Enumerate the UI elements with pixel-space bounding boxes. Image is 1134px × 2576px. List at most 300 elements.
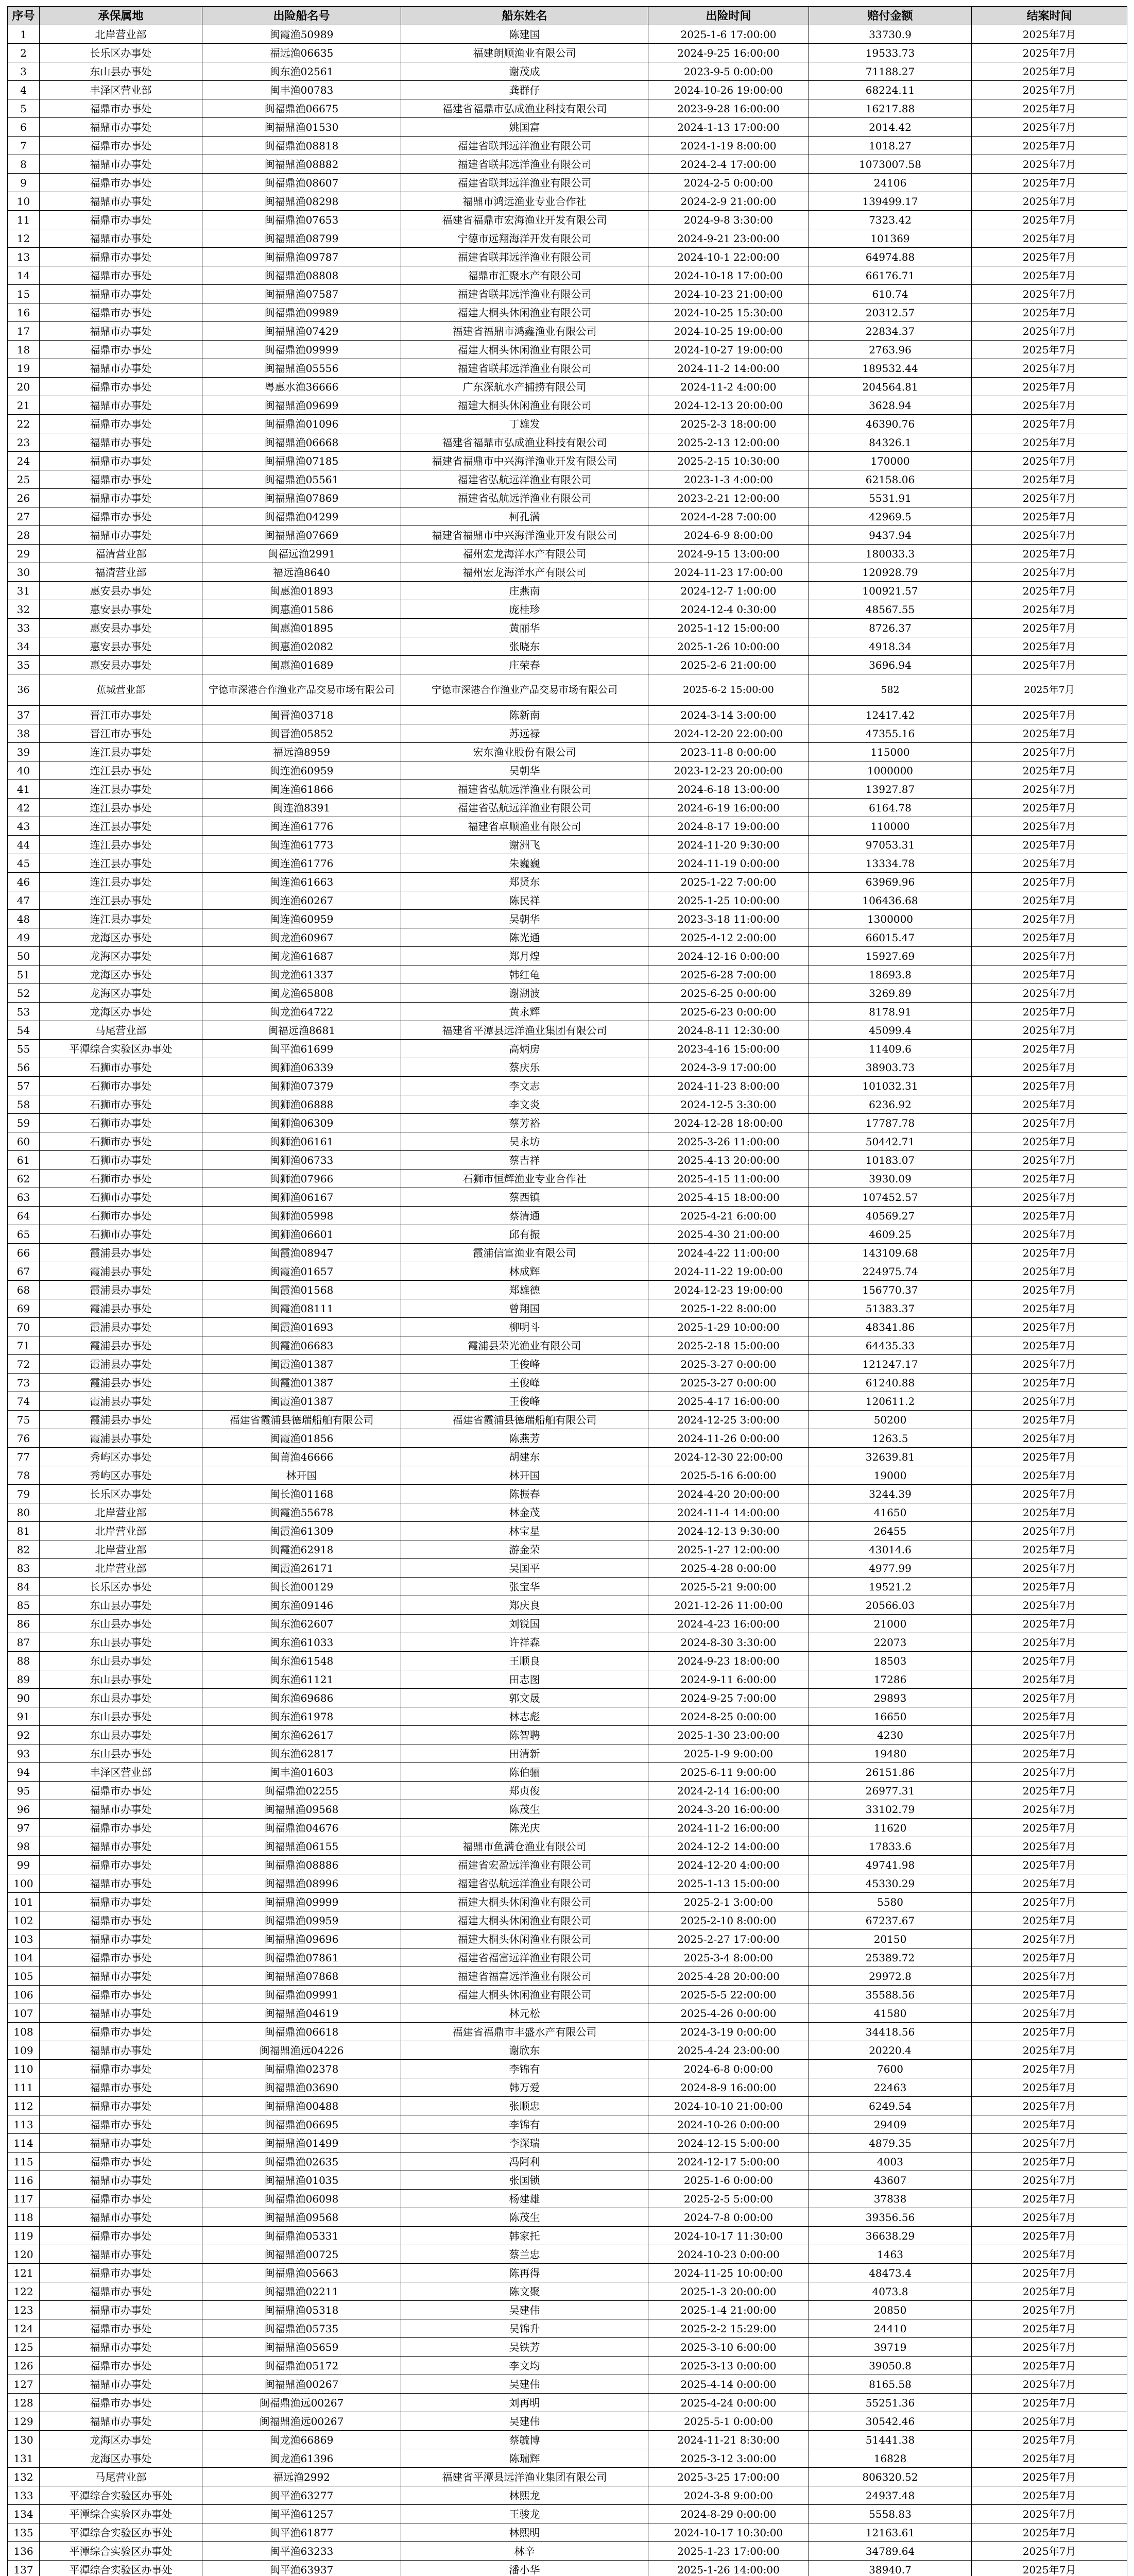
cell-region: 平潭综合实验区办事处: [40, 1040, 202, 1058]
cell-payout: 66015.47: [809, 928, 972, 947]
table-row: [8, 1040, 1127, 1058]
cell-close-date: 2025年7月: [972, 1911, 1127, 1930]
cell-index: 32: [8, 600, 40, 619]
cell-owner: 石狮市恒辉渔业专业合作社: [401, 1170, 648, 1188]
cell-owner: 刘锐国: [401, 1615, 648, 1633]
cell-vessel: 闽狮渔06733: [202, 1151, 401, 1170]
cell-payout: 64435.33: [809, 1336, 972, 1355]
cell-owner: 蔡清通: [401, 1207, 648, 1225]
cell-index: 39: [8, 743, 40, 761]
cell-payout: 19480: [809, 1744, 972, 1763]
cell-payout: 20312.57: [809, 303, 972, 322]
cell-region: 福鼎市办事处: [40, 1782, 202, 1800]
table-row: [8, 211, 1127, 229]
cell-owner: 福建省福鼎市宏海渔业开发有限公司: [401, 211, 648, 229]
cell-index: 43: [8, 817, 40, 836]
table-row: [8, 1726, 1127, 1744]
cell-payout: 22463: [809, 2078, 972, 2097]
cell-payout: 43014.6: [809, 1540, 972, 1559]
cell-owner: 福建省福鼎市丰盛水产有限公司: [401, 2023, 648, 2041]
cell-incident-time: 2025-4-26 0:00:00: [648, 2004, 809, 2023]
cell-index: 94: [8, 1763, 40, 1782]
cell-close-date: 2025年7月: [972, 2227, 1127, 2245]
cell-region: 福鼎市办事处: [40, 507, 202, 526]
cell-owner: 福建省联邦远洋渔业有限公司: [401, 174, 648, 192]
table-row: [8, 761, 1127, 780]
cell-close-date: 2025年7月: [972, 1986, 1127, 2004]
table-row: [8, 2561, 1127, 2576]
cell-index: 83: [8, 1559, 40, 1578]
cell-vessel: 闽福鼎渔07185: [202, 452, 401, 470]
table-row: [8, 452, 1127, 470]
cell-vessel: 闽狮渔07966: [202, 1170, 401, 1188]
cell-close-date: 2025年7月: [972, 470, 1127, 489]
cell-incident-time: 2024-12-7 1:00:00: [648, 582, 809, 600]
cell-payout: 62158.06: [809, 470, 972, 489]
cell-region: 长乐区办事处: [40, 1578, 202, 1596]
cell-owner: 福建大桐头休闲渔业有限公司: [401, 396, 648, 415]
cell-incident-time: 2024-10-27 19:00:00: [648, 341, 809, 359]
table-row: [8, 910, 1127, 928]
cell-payout: 22073: [809, 1633, 972, 1652]
cell-region: 霞浦县办事处: [40, 1299, 202, 1318]
cell-owner: 韩万爱: [401, 2078, 648, 2097]
cell-close-date: 2025年7月: [972, 2245, 1127, 2264]
table-row: [8, 2338, 1127, 2357]
cell-incident-time: 2024-11-2 4:00:00: [648, 378, 809, 396]
cell-vessel: 闽东渔61121: [202, 1670, 401, 1689]
cell-close-date: 2025年7月: [972, 2523, 1127, 2542]
cell-incident-time: 2024-12-16 0:00:00: [648, 947, 809, 965]
table-row: [8, 600, 1127, 619]
cell-payout: 17833.6: [809, 1837, 972, 1856]
table-row: [8, 1095, 1127, 1114]
cell-payout: 16217.88: [809, 99, 972, 118]
cell-payout: 806320.52: [809, 2468, 972, 2486]
cell-vessel: 闽福鼎渔06695: [202, 2115, 401, 2134]
cell-payout: 34418.56: [809, 2023, 972, 2041]
cell-owner: 张晓东: [401, 637, 648, 656]
cell-index: 119: [8, 2227, 40, 2245]
cell-index: 61: [8, 1151, 40, 1170]
cell-owner: 高炳房: [401, 1040, 648, 1058]
cell-region: 福鼎市办事处: [40, 1893, 202, 1911]
cell-incident-time: 2023-3-18 11:00:00: [648, 910, 809, 928]
cell-incident-time: 2024-11-4 14:00:00: [648, 1503, 809, 1522]
cell-close-date: 2025年7月: [972, 1837, 1127, 1856]
cell-incident-time: 2025-3-12 3:00:00: [648, 2449, 809, 2468]
cell-incident-time: 2024-11-23 8:00:00: [648, 1077, 809, 1095]
cell-vessel: 闽连渔60959: [202, 910, 401, 928]
table-row: [8, 674, 1127, 706]
cell-owner: 王俊峰: [401, 1355, 648, 1374]
cell-payout: 100921.57: [809, 582, 972, 600]
cell-vessel: 闽连渔61776: [202, 854, 401, 873]
cell-payout: 12163.61: [809, 2523, 972, 2542]
cell-payout: 22834.37: [809, 322, 972, 341]
cell-region: 福鼎市办事处: [40, 2153, 202, 2171]
cell-vessel: 闽霞渔50989: [202, 25, 401, 44]
cell-close-date: 2025年7月: [972, 1763, 1127, 1782]
cell-region: 长乐区办事处: [40, 44, 202, 62]
cell-vessel: 闽霞渔06683: [202, 1336, 401, 1355]
cell-payout: 55251.36: [809, 2394, 972, 2412]
cell-close-date: 2025年7月: [972, 1689, 1127, 1707]
cell-owner: 林金茂: [401, 1503, 648, 1522]
cell-incident-time: 2024-10-10 21:00:00: [648, 2097, 809, 2115]
cell-incident-time: 2025-3-4 8:00:00: [648, 1948, 809, 1967]
cell-owner: 曾翔国: [401, 1299, 648, 1318]
table-row: [8, 582, 1127, 600]
cell-owner: 王顺良: [401, 1652, 648, 1670]
table-row: [8, 1837, 1127, 1856]
table-row: [8, 1856, 1127, 1874]
cell-owner: 林开国: [401, 1466, 648, 1485]
cell-close-date: 2025年7月: [972, 2023, 1127, 2041]
cell-vessel: 闽龙渔65808: [202, 984, 401, 1003]
cell-incident-time: 2024-12-2 14:00:00: [648, 1837, 809, 1856]
cell-close-date: 2025年7月: [972, 2412, 1127, 2431]
table-row: [8, 174, 1127, 192]
cell-payout: 4977.99: [809, 1559, 972, 1578]
cell-vessel: 闽平渔63937: [202, 2561, 401, 2576]
cell-incident-time: 2025-6-2 15:00:00: [648, 674, 809, 706]
table-row: [8, 378, 1127, 396]
cell-region: 福鼎市办事处: [40, 2004, 202, 2023]
table-row: [8, 1077, 1127, 1095]
cell-region: 福鼎市办事处: [40, 470, 202, 489]
cell-vessel: 闽东渔02561: [202, 62, 401, 81]
cell-incident-time: 2024-8-17 19:00:00: [648, 817, 809, 836]
cell-incident-time: 2025-1-25 10:00:00: [648, 891, 809, 910]
cell-index: 80: [8, 1503, 40, 1522]
cell-payout: 20220.4: [809, 2041, 972, 2060]
cell-owner: 福建省福鼎市中兴海洋渔业开发有限公司: [401, 526, 648, 545]
cell-owner: 谢欣东: [401, 2041, 648, 2060]
cell-vessel: 闽惠渔01893: [202, 582, 401, 600]
cell-incident-time: 2025-2-10 8:00:00: [648, 1911, 809, 1930]
cell-vessel: 闽莆渔46666: [202, 1448, 401, 1466]
cell-incident-time: 2024-12-28 18:00:00: [648, 1114, 809, 1132]
cell-region: 石狮市办事处: [40, 1151, 202, 1170]
cell-vessel: 闽福鼎渔08818: [202, 137, 401, 155]
cell-region: 福鼎市办事处: [40, 1986, 202, 2004]
cell-owner: 游金荣: [401, 1540, 648, 1559]
cell-payout: 12417.42: [809, 706, 972, 724]
cell-index: 84: [8, 1578, 40, 1596]
table-row: [8, 780, 1127, 799]
table-row: [8, 1244, 1127, 1262]
cell-payout: 610.74: [809, 285, 972, 303]
cell-region: 福清营业部: [40, 563, 202, 582]
cell-owner: 陈振春: [401, 1485, 648, 1503]
cell-index: 68: [8, 1281, 40, 1299]
cell-payout: 143109.68: [809, 1244, 972, 1262]
cell-vessel: 福远渔8959: [202, 743, 401, 761]
cell-region: 福鼎市办事处: [40, 1800, 202, 1819]
cell-region: 北岸营业部: [40, 1522, 202, 1540]
cell-index: 97: [8, 1819, 40, 1837]
cell-index: 28: [8, 526, 40, 545]
cell-close-date: 2025年7月: [972, 1262, 1127, 1281]
cell-incident-time: 2025-6-28 7:00:00: [648, 965, 809, 984]
cell-region: 福鼎市办事处: [40, 266, 202, 285]
cell-region: 福鼎市办事处: [40, 2023, 202, 2041]
table-body: [8, 25, 1127, 2576]
cell-index: 46: [8, 873, 40, 891]
cell-region: 连江县办事处: [40, 854, 202, 873]
cell-incident-time: 2025-1-12 15:00:00: [648, 619, 809, 637]
cell-owner: 刘再明: [401, 2394, 648, 2412]
cell-index: 96: [8, 1800, 40, 1819]
cell-owner: 福建省联邦远洋渔业有限公司: [401, 285, 648, 303]
cell-vessel: 闽狮渔06601: [202, 1225, 401, 1244]
cell-index: 20: [8, 378, 40, 396]
cell-close-date: 2025年7月: [972, 2468, 1127, 2486]
cell-index: 69: [8, 1299, 40, 1318]
header-payout: 赔付金额: [809, 7, 972, 25]
cell-incident-time: 2025-3-25 17:00:00: [648, 2468, 809, 2486]
cell-index: 49: [8, 928, 40, 947]
cell-incident-time: 2025-1-13 15:00:00: [648, 1874, 809, 1893]
cell-payout: 6249.54: [809, 2097, 972, 2115]
table-row: [8, 2357, 1127, 2375]
cell-owner: 陈燕芳: [401, 1429, 648, 1448]
cell-payout: 4003: [809, 2153, 972, 2171]
table-row: [8, 266, 1127, 285]
cell-vessel: 闽霞渔62918: [202, 1540, 401, 1559]
cell-index: 3: [8, 62, 40, 81]
cell-payout: 41650: [809, 1503, 972, 1522]
cell-close-date: 2025年7月: [972, 1392, 1127, 1411]
cell-payout: 51383.37: [809, 1299, 972, 1318]
cell-vessel: 闽福鼎渔07869: [202, 489, 401, 507]
cell-region: 福鼎市办事处: [40, 2375, 202, 2394]
cell-close-date: 2025年7月: [972, 2505, 1127, 2523]
cell-index: 86: [8, 1615, 40, 1633]
cell-close-date: 2025年7月: [972, 1485, 1127, 1503]
cell-vessel: 闽福鼎渔07429: [202, 322, 401, 341]
cell-close-date: 2025年7月: [972, 1596, 1127, 1615]
cell-vessel: 闽丰渔01603: [202, 1763, 401, 1782]
cell-vessel: 闽福鼎渔08607: [202, 174, 401, 192]
cell-owner: 福建省宏盈远洋渔业有限公司: [401, 1856, 648, 1874]
cell-incident-time: 2025-4-14 0:00:00: [648, 2375, 809, 2394]
cell-payout: 7323.42: [809, 211, 972, 229]
cell-payout: 120928.79: [809, 563, 972, 582]
cell-region: 蕉城营业部: [40, 674, 202, 706]
table-row: [8, 81, 1127, 99]
cell-payout: 63969.96: [809, 873, 972, 891]
cell-payout: 170000: [809, 452, 972, 470]
cell-payout: 45330.29: [809, 1874, 972, 1893]
cell-owner: 福鼎市鸿远渔业专业合作社: [401, 192, 648, 211]
cell-index: 100: [8, 1874, 40, 1893]
cell-vessel: 闽福鼎渔07653: [202, 211, 401, 229]
cell-owner: 姚国富: [401, 118, 648, 137]
cell-owner: 陈再得: [401, 2264, 648, 2282]
cell-index: 112: [8, 2097, 40, 2115]
cell-owner: 张顺忠: [401, 2097, 648, 2115]
table-row: [8, 743, 1127, 761]
cell-region: 秀屿区办事处: [40, 1448, 202, 1466]
table-row: [8, 1559, 1127, 1578]
cell-owner: 陈伯骊: [401, 1763, 648, 1782]
cell-index: 16: [8, 303, 40, 322]
cell-region: 北岸营业部: [40, 1559, 202, 1578]
cell-index: 103: [8, 1930, 40, 1948]
table-row: [8, 1429, 1127, 1448]
cell-owner: 吴建伟: [401, 2375, 648, 2394]
cell-payout: 101369: [809, 229, 972, 248]
cell-close-date: 2025年7月: [972, 211, 1127, 229]
cell-vessel: 闽福鼎渔07861: [202, 1948, 401, 1967]
cell-close-date: 2025年7月: [972, 1318, 1127, 1336]
cell-close-date: 2025年7月: [972, 2041, 1127, 2060]
cell-owner: 福建大桐头休闲渔业有限公司: [401, 341, 648, 359]
cell-vessel: 闽东渔62617: [202, 1726, 401, 1744]
cell-incident-time: 2024-3-8 9:00:00: [648, 2486, 809, 2505]
table-row: [8, 1652, 1127, 1670]
table-row: [8, 2486, 1127, 2505]
cell-index: 15: [8, 285, 40, 303]
cell-payout: 18693.8: [809, 965, 972, 984]
cell-payout: 35588.56: [809, 1986, 972, 2004]
cell-index: 34: [8, 637, 40, 656]
cell-region: 福鼎市办事处: [40, 211, 202, 229]
cell-region: 东山县办事处: [40, 62, 202, 81]
cell-close-date: 2025年7月: [972, 1448, 1127, 1466]
cell-close-date: 2025年7月: [972, 656, 1127, 674]
table-row: [8, 1670, 1127, 1689]
cell-close-date: 2025年7月: [972, 854, 1127, 873]
table-row: [8, 1188, 1127, 1207]
cell-region: 福鼎市办事处: [40, 2171, 202, 2190]
cell-payout: 582: [809, 674, 972, 706]
cell-vessel: 闽福鼎渔远00267: [202, 2394, 401, 2412]
cell-payout: 8165.58: [809, 2375, 972, 2394]
cell-payout: 139499.17: [809, 192, 972, 211]
cell-owner: 李锦有: [401, 2060, 648, 2078]
cell-payout: 156770.37: [809, 1281, 972, 1299]
cell-payout: 66176.71: [809, 266, 972, 285]
cell-index: 116: [8, 2171, 40, 2190]
cell-region: 马尾营业部: [40, 1021, 202, 1040]
cell-region: 福鼎市办事处: [40, 2208, 202, 2227]
cell-owner: 福建省联邦远洋渔业有限公司: [401, 359, 648, 378]
cell-vessel: 福远渔2992: [202, 2468, 401, 2486]
cell-owner: 许祥森: [401, 1633, 648, 1652]
cell-vessel: 闽福鼎渔09991: [202, 1986, 401, 2004]
table-row: [8, 1485, 1127, 1503]
cell-owner: 福建大桐头休闲渔业有限公司: [401, 303, 648, 322]
cell-vessel: 闽福鼎渔01096: [202, 415, 401, 433]
cell-owner: 苏远禄: [401, 724, 648, 743]
cell-vessel: 闽狮渔05998: [202, 1207, 401, 1225]
cell-close-date: 2025年7月: [972, 2282, 1127, 2301]
cell-incident-time: 2025-1-22 7:00:00: [648, 873, 809, 891]
cell-close-date: 2025年7月: [972, 1893, 1127, 1911]
cell-owner: 潘小华: [401, 2561, 648, 2576]
cell-index: 63: [8, 1188, 40, 1207]
cell-region: 龙海区办事处: [40, 2431, 202, 2449]
cell-index: 4: [8, 81, 40, 99]
cell-payout: 19000: [809, 1466, 972, 1485]
cell-incident-time: 2025-1-26 10:00:00: [648, 637, 809, 656]
cell-incident-time: 2025-3-13 0:00:00: [648, 2357, 809, 2375]
cell-close-date: 2025年7月: [972, 81, 1127, 99]
cell-index: 118: [8, 2208, 40, 2227]
cell-close-date: 2025年7月: [972, 396, 1127, 415]
cell-payout: 47355.16: [809, 724, 972, 743]
table-row: [8, 2153, 1127, 2171]
cell-region: 福鼎市办事处: [40, 2190, 202, 2208]
cell-index: 17: [8, 322, 40, 341]
cell-index: 106: [8, 1986, 40, 2004]
cell-region: 东山县办事处: [40, 1633, 202, 1652]
cell-vessel: 闽惠渔01895: [202, 619, 401, 637]
cell-incident-time: 2024-12-17 5:00:00: [648, 2153, 809, 2171]
cell-owner: 龚群仔: [401, 81, 648, 99]
cell-index: 42: [8, 799, 40, 817]
cell-incident-time: 2024-8-9 16:00:00: [648, 2078, 809, 2097]
cell-close-date: 2025年7月: [972, 192, 1127, 211]
cell-index: 131: [8, 2449, 40, 2468]
cell-incident-time: 2024-12-20 22:00:00: [648, 724, 809, 743]
cell-incident-time: 2024-6-8 0:00:00: [648, 2060, 809, 2078]
cell-close-date: 2025年7月: [972, 1003, 1127, 1021]
cell-vessel: 闽晋渔03718: [202, 706, 401, 724]
table-row: [8, 1225, 1127, 1244]
cell-incident-time: 2025-1-26 14:00:00: [648, 2561, 809, 2576]
cell-payout: 29409: [809, 2115, 972, 2134]
cell-close-date: 2025年7月: [972, 341, 1127, 359]
cell-vessel: 闽霞渔08947: [202, 1244, 401, 1262]
cell-index: 136: [8, 2542, 40, 2561]
cell-vessel: 闽平渔61877: [202, 2523, 401, 2542]
cell-close-date: 2025年7月: [972, 2338, 1127, 2357]
table-row: [8, 1151, 1127, 1170]
table-row: [8, 396, 1127, 415]
cell-incident-time: 2025-2-5 5:00:00: [648, 2190, 809, 2208]
cell-index: 108: [8, 2023, 40, 2041]
cell-close-date: 2025年7月: [972, 452, 1127, 470]
cell-incident-time: 2025-1-3 20:00:00: [648, 2282, 809, 2301]
cell-vessel: 福远渔06635: [202, 44, 401, 62]
cell-owner: 吴锦升: [401, 2319, 648, 2338]
cell-owner: 霞浦信富渔业有限公司: [401, 1244, 648, 1262]
cell-vessel: 闽平渔61257: [202, 2505, 401, 2523]
table-row: [8, 2060, 1127, 2078]
cell-region: 北岸营业部: [40, 1540, 202, 1559]
table-row: [8, 1744, 1127, 1763]
cell-close-date: 2025年7月: [972, 2301, 1127, 2319]
cell-close-date: 2025年7月: [972, 1114, 1127, 1132]
cell-vessel: 闽福鼎渔08298: [202, 192, 401, 211]
cell-owner: 林宝星: [401, 1522, 648, 1540]
cell-close-date: 2025年7月: [972, 266, 1127, 285]
cell-vessel: 闽福鼎渔09999: [202, 1893, 401, 1911]
cell-close-date: 2025年7月: [972, 545, 1127, 563]
header-index: 序号: [8, 7, 40, 25]
cell-index: 90: [8, 1689, 40, 1707]
cell-region: 马尾营业部: [40, 2468, 202, 2486]
cell-region: 福鼎市办事处: [40, 2282, 202, 2301]
cell-region: 福鼎市办事处: [40, 2115, 202, 2134]
table-row: [8, 854, 1127, 873]
cell-incident-time: 2024-8-30 3:30:00: [648, 1633, 809, 1652]
cell-payout: 13334.78: [809, 854, 972, 873]
